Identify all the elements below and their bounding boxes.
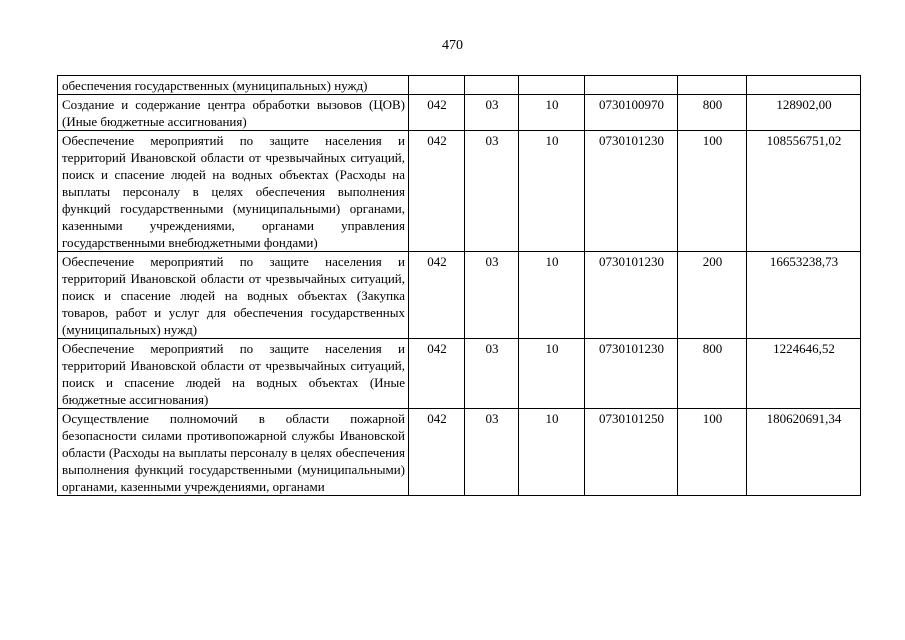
table-row xyxy=(58,339,861,409)
target-article-code: 0730101250 xyxy=(585,409,678,496)
amount xyxy=(747,76,861,95)
grbs-code: 042 xyxy=(409,95,465,131)
subsection-code xyxy=(519,76,585,95)
table-row xyxy=(58,76,861,95)
amount: 180620691,34 xyxy=(747,409,861,496)
subsection-code: 10 xyxy=(519,339,585,409)
table-row xyxy=(58,131,861,252)
expense-type-code: 200 xyxy=(678,252,747,339)
target-article-code xyxy=(585,76,678,95)
expense-type-code: 100 xyxy=(678,409,747,496)
expense-type-code: 800 xyxy=(678,339,747,409)
row-description: Обеспечение мероприятий по защите населения и территорий Ивановской области от чрезвычайных ситуаций, поиск и спасение людей на водных объектах (Расходы на выплаты персоналу в целях обеспечения выполнения функций государственными (муниципальными) органами, казенными учреждениями, органами управления государственными внебюджетными фондами) xyxy=(58,131,409,252)
row-description: Создание и содержание центра обработки вызовов (ЦОВ) (Иные бюджетные ассигнования) xyxy=(58,95,409,131)
target-article-code: 0730101230 xyxy=(585,339,678,409)
amount: 128902,00 xyxy=(747,95,861,131)
target-article-code: 0730101230 xyxy=(585,252,678,339)
grbs-code: 042 xyxy=(409,409,465,496)
target-article-code: 0730101230 xyxy=(585,131,678,252)
section-code: 03 xyxy=(465,339,519,409)
grbs-code xyxy=(409,76,465,95)
amount: 1224646,52 xyxy=(747,339,861,409)
table-row xyxy=(58,95,861,131)
amount: 108556751,02 xyxy=(747,131,861,252)
amount: 16653238,73 xyxy=(747,252,861,339)
subsection-code: 10 xyxy=(519,95,585,131)
subsection-code: 10 xyxy=(519,131,585,252)
section-code: 03 xyxy=(465,252,519,339)
section-code xyxy=(465,76,519,95)
section-code: 03 xyxy=(465,409,519,496)
subsection-code: 10 xyxy=(519,409,585,496)
page-number: 470 xyxy=(442,38,463,53)
section-code: 03 xyxy=(465,95,519,131)
expense-type-code xyxy=(678,76,747,95)
section-code: 03 xyxy=(465,131,519,252)
subsection-code: 10 xyxy=(519,252,585,339)
grbs-code: 042 xyxy=(409,252,465,339)
table-row xyxy=(58,252,861,339)
row-description: Обеспечение мероприятий по защите населения и территорий Ивановской области от чрезвычайных ситуаций, поиск и спасение людей на водных объектах (Иные бюджетные ассигнования) xyxy=(58,339,409,409)
expense-type-code: 100 xyxy=(678,131,747,252)
table-row xyxy=(58,409,861,496)
grbs-code: 042 xyxy=(409,339,465,409)
target-article-code: 0730100970 xyxy=(585,95,678,131)
row-description: Обеспечение мероприятий по защите населения и территорий Ивановской области от чрезвычайных ситуаций, поиск и спасение людей на водных объектах (Закупка товаров, работ и услуг для обеспечения государственных (муниципальных) нужд) xyxy=(58,252,409,339)
row-description: обеспечения государственных (муниципальных) нужд) xyxy=(58,76,409,95)
budget-table xyxy=(57,75,861,496)
expense-type-code: 800 xyxy=(678,95,747,131)
row-description: Осуществление полномочий в области пожарной безопасности силами противопожарной службы Ивановской области (Расходы на выплаты персоналу в целях обеспечения выполнения функций государственными (муниципальными) органами, казенными учреждениями, органами xyxy=(58,409,409,496)
grbs-code: 042 xyxy=(409,131,465,252)
